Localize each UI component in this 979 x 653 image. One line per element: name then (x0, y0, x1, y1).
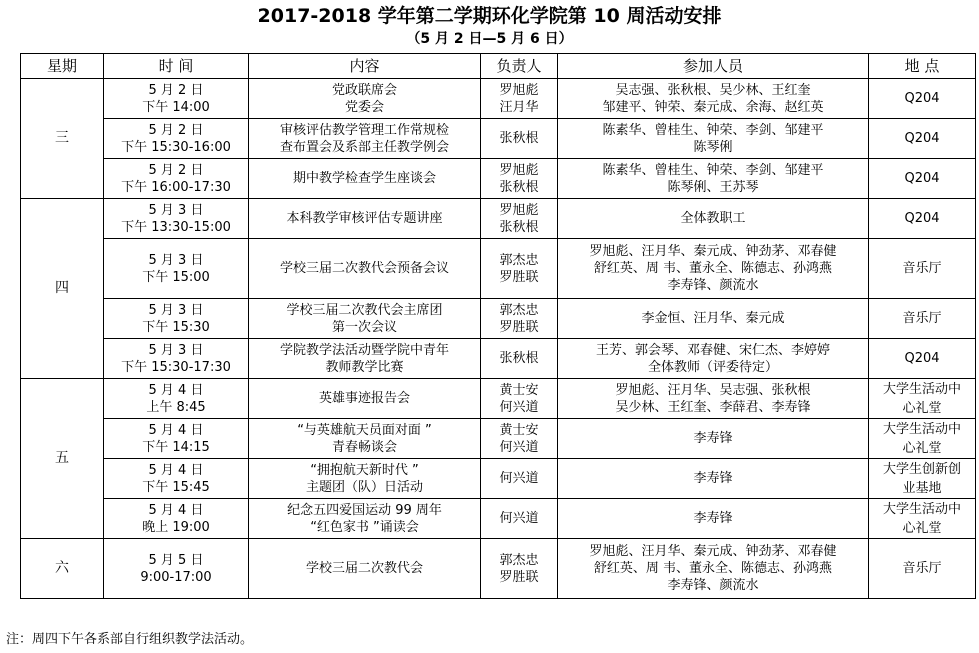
time-text: 下午 14:00 (142, 99, 210, 115)
leader-line: 罗旭彪 (499, 82, 539, 98)
participants-line: 吴少林、王红奎、李薛君、李寿锋 (615, 399, 811, 415)
place-text: 大学生创新创业基地 (883, 461, 962, 496)
content-cell (249, 459, 481, 499)
date-text: 5 月 3 日 (148, 202, 204, 218)
time-text: 9:00-17:00 (140, 569, 212, 585)
time-text: 上午 8:45 (146, 399, 206, 415)
content-line: 主题团（队）日活动 (305, 479, 423, 495)
time-text: 下午 15:00 (142, 269, 210, 285)
time-cell (104, 539, 249, 599)
participants-line: 全体教师（评委待定） (647, 359, 778, 375)
content-cell (249, 199, 481, 239)
date-text: 5 月 4 日 (148, 422, 204, 438)
place-cell: 音乐厅 (869, 239, 976, 299)
date-text: 5 月 3 日 (148, 252, 204, 268)
time-text: 下午 15:30-16:00 (121, 139, 231, 155)
weekday-cell: 四 (21, 199, 104, 379)
participants-line: 李金恒、汪月华、秦元成 (641, 311, 785, 326)
leader-cell (481, 459, 558, 499)
leader-cell (481, 419, 558, 459)
content-line: 学院教学法活动暨学院中青年 (279, 342, 449, 358)
content-line: “拥抱航天新时代 ” (310, 462, 419, 478)
content-line: 审核评估教学管理工作常规检 (279, 122, 449, 138)
place-cell: Q204 (869, 79, 976, 119)
participants-line: 陈琴俐、王苏琴 (667, 179, 759, 195)
leader-line: 汪月华 (499, 99, 539, 115)
time-text: 下午 14:15 (142, 439, 210, 455)
leader-cell (481, 379, 558, 419)
leader-cell (481, 499, 558, 539)
place-text: 大学生活动中心礼堂 (883, 501, 962, 536)
place-cell (869, 419, 976, 459)
participants-cell (558, 459, 869, 499)
table-row (21, 379, 976, 419)
content-line: 学校三届二次教代会主席团 (286, 302, 443, 318)
date-text: 5 月 4 日 (148, 462, 204, 478)
leader-line: 罗胜联 (499, 269, 539, 285)
header-time: 时 间 (104, 54, 249, 79)
participants-line: 吴志强、张秋根、吴少林、王红奎 (615, 82, 811, 98)
place-cell (869, 499, 976, 539)
participants-cell (558, 419, 869, 459)
footnote: 注：周四下午各系部自行组织教学法活动。 (6, 632, 254, 647)
content-cell (249, 419, 481, 459)
leader-line: 罗胜联 (499, 319, 539, 335)
content-cell (249, 339, 481, 379)
leader-cell (481, 239, 558, 299)
participants-line: 李寿锋 (693, 431, 733, 446)
participants-line: 李寿锋 (693, 471, 733, 486)
leader-cell (481, 539, 558, 599)
time-cell (104, 199, 249, 239)
leader-cell (481, 339, 558, 379)
weekday-cell: 三 (21, 79, 104, 199)
table-row (21, 119, 976, 159)
time-text: 晚上 19:00 (142, 519, 210, 535)
participants-line: 陈素华、曾桂生、钟荣、李剑、邹建平 (602, 122, 824, 138)
participants-line: 王芳、郭会琴、邓春健、宋仁杰、李婷婷 (595, 342, 830, 358)
date-text: 5 月 2 日 (148, 122, 204, 138)
content-line: 本科教学审核评估专题讲座 (286, 211, 443, 226)
leader-line: 何兴道 (499, 511, 539, 526)
content-line: 纪念五四爱国运动 99 周年 (287, 502, 442, 518)
date-text: 5 月 5 日 (148, 552, 204, 568)
place-cell: Q204 (869, 159, 976, 199)
leader-line: 何兴道 (499, 439, 539, 455)
leader-cell (481, 299, 558, 339)
leader-cell (481, 199, 558, 239)
date-text: 5 月 4 日 (148, 382, 204, 398)
content-line: “红色家书 ”诵读会 (310, 519, 419, 535)
time-cell (104, 339, 249, 379)
participants-cell (558, 499, 869, 539)
leader-cell (481, 159, 558, 199)
place-cell: 音乐厅 (869, 299, 976, 339)
participants-line: 邹建平、钟荣、秦元成、余海、赵红英 (602, 99, 824, 115)
time-text: 下午 13:30-15:00 (121, 219, 231, 235)
content-line: 青春畅谈会 (331, 439, 397, 455)
date-text: 5 月 2 日 (148, 162, 204, 178)
participants-line: 陈琴俐 (693, 139, 733, 155)
content-line: 查布置会及系部主任教学例会 (279, 139, 449, 155)
leader-line: 郭杰忠 (499, 252, 539, 268)
weekday-cell: 五 (21, 379, 104, 539)
participants-cell (558, 379, 869, 419)
time-cell (104, 419, 249, 459)
time-cell (104, 79, 249, 119)
participants-cell (558, 539, 869, 599)
participants-line: 李寿锋、颜流水 (667, 278, 759, 293)
content-cell (249, 119, 481, 159)
header-place: 地 点 (869, 54, 976, 79)
content-line: 第一次会议 (331, 319, 397, 335)
time-text: 下午 15:45 (142, 479, 210, 495)
schedule-table (20, 53, 976, 599)
content-line: 期中教学检查学生座谈会 (292, 171, 436, 186)
date-text: 5 月 2 日 (148, 82, 204, 98)
leader-line: 罗旭彪 (499, 202, 539, 218)
place-cell: Q204 (869, 199, 976, 239)
leader-line: 何兴道 (499, 399, 539, 415)
time-cell (104, 459, 249, 499)
header-content: 内容 (249, 54, 481, 79)
content-line: “与英雄航天员面对面 ” (297, 422, 432, 438)
place-cell (869, 379, 976, 419)
participants-line: 罗旭彪、汪月华、吴志强、张秋根 (615, 382, 811, 398)
header-row (21, 54, 976, 79)
date-text: 5 月 3 日 (148, 342, 204, 358)
place-cell: 音乐厅 (869, 539, 976, 599)
participants-line: 陈素华、曾桂生、钟荣、李剑、邹建平 (602, 162, 824, 178)
participants-line: 李寿锋、颜流水 (667, 578, 759, 593)
time-cell (104, 159, 249, 199)
header-weekday: 星期 (21, 54, 104, 79)
participants-cell (558, 119, 869, 159)
participants-cell (558, 79, 869, 119)
participants-line: 全体教职工 (680, 211, 746, 226)
content-cell (249, 239, 481, 299)
time-cell (104, 119, 249, 159)
leader-line: 何兴道 (499, 471, 539, 486)
date-text: 5 月 3 日 (148, 302, 204, 318)
table-row (21, 539, 976, 599)
content-cell (249, 539, 481, 599)
leader-line: 张秋根 (499, 179, 539, 195)
table-row (21, 159, 976, 199)
leader-cell (481, 119, 558, 159)
table-row (21, 459, 976, 499)
time-text: 下午 15:30 (142, 319, 210, 335)
leader-line: 张秋根 (499, 131, 539, 146)
table-row (21, 299, 976, 339)
content-line: 英雄事迹报告会 (318, 391, 410, 406)
table-row (21, 79, 976, 119)
time-text: 下午 16:00-17:30 (121, 179, 231, 195)
content-cell (249, 299, 481, 339)
leader-line: 张秋根 (499, 219, 539, 235)
schedule-subtitle: （5 月 2 日—5 月 6 日） (406, 31, 573, 47)
time-cell (104, 299, 249, 339)
leader-line: 张秋根 (499, 351, 539, 366)
table-row (21, 239, 976, 299)
content-cell (249, 79, 481, 119)
content-line: 学校三届二次教代会 (305, 561, 423, 576)
time-cell (104, 379, 249, 419)
table-row (21, 419, 976, 459)
weekday-cell: 六 (21, 539, 104, 599)
participants-cell (558, 299, 869, 339)
participants-line: 舒红英、周 韦、董永全、陈德志、孙鸿燕 (593, 561, 833, 576)
participants-line: 李寿锋 (693, 511, 733, 526)
place-text: 大学生活动中心礼堂 (883, 381, 962, 416)
content-line: 学校三届二次教代会预备会议 (279, 261, 449, 276)
header-participants: 参加人员 (558, 54, 869, 79)
place-cell (869, 459, 976, 499)
participants-cell (558, 239, 869, 299)
content-line: 党政联席会 (331, 82, 397, 98)
leader-line: 罗胜联 (499, 569, 539, 585)
participants-cell (558, 199, 869, 239)
participants-line: 罗旭彪、汪月华、秦元成、钟劲茅、邓春健 (589, 544, 837, 559)
content-line: 教师教学比赛 (325, 359, 404, 375)
place-cell: Q204 (869, 119, 976, 159)
leader-cell (481, 79, 558, 119)
time-cell (104, 499, 249, 539)
table-row (21, 339, 976, 379)
place-cell: Q204 (869, 339, 976, 379)
header-leader: 负责人 (481, 54, 558, 79)
leader-line: 黄士安 (499, 422, 539, 438)
participants-line: 罗旭彪、汪月华、秦元成、钟劲茅、邓春健 (589, 244, 837, 259)
table-row (21, 499, 976, 539)
leader-line: 罗旭彪 (499, 162, 539, 178)
time-text: 下午 15:30-17:30 (121, 359, 231, 375)
content-cell (249, 499, 481, 539)
participants-cell (558, 159, 869, 199)
leader-line: 黄士安 (499, 382, 539, 398)
content-cell (249, 379, 481, 419)
participants-line: 舒红英、周 韦、董永全、陈德志、孙鸿燕 (593, 261, 833, 276)
content-line: 党委会 (344, 99, 384, 115)
date-text: 5 月 4 日 (148, 502, 204, 518)
leader-line: 郭杰忠 (499, 552, 539, 568)
table-row (21, 199, 976, 239)
participants-cell (558, 339, 869, 379)
content-cell (249, 159, 481, 199)
place-text: 大学生活动中心礼堂 (883, 421, 962, 456)
time-cell (104, 239, 249, 299)
schedule-title: 2017-2018 学年第二学期环化学院第 10 周活动安排 (257, 5, 722, 27)
leader-line: 郭杰忠 (499, 302, 539, 318)
